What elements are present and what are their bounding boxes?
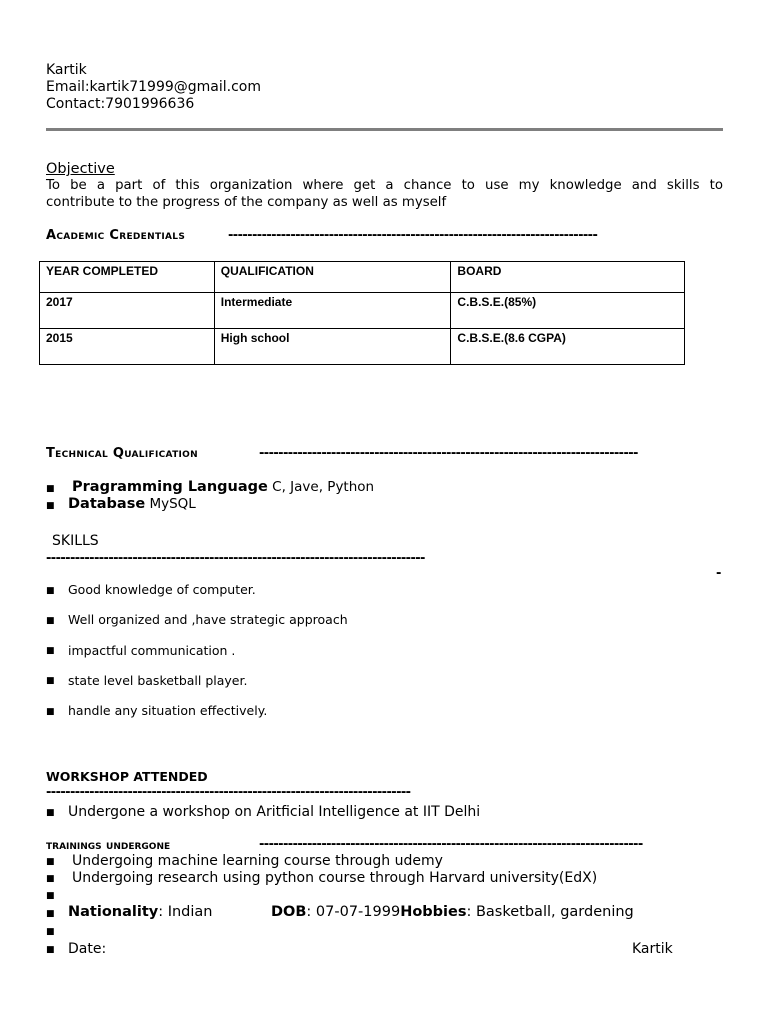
academic-title: Academic Credentials <box>46 228 186 243</box>
skills-title: SKILLS <box>52 533 99 549</box>
email-line: Email:kartik71999@gmail.com <box>46 79 262 95</box>
bullet-icon: ■ <box>46 586 55 596</box>
academic-dash-line: ----------------------------------------------------------------------------- <box>228 228 598 243</box>
table-cell: C.B.S.E.(85%) <box>451 293 685 329</box>
objective-text-line1: To be a part of this organization where get a chance to use my knowledge and skills to <box>46 178 723 193</box>
tech-item-database <box>68 496 196 512</box>
table-row <box>40 329 685 365</box>
tech-item-value: C, Jave, Python <box>267 479 375 495</box>
skills-dash-line: ------------------------------------------------------------------------------- <box>46 551 425 566</box>
signature: Kartik <box>632 941 673 957</box>
date-label: Date: <box>68 941 107 957</box>
training-item: Undergoing research using python course through Harvard university(EdX) <box>72 870 598 886</box>
candidate-name: Kartik <box>46 62 87 78</box>
workshop-dash-line: ---------------------------------------------------------------------------- <box>46 785 411 800</box>
dob-value: : 07-07-1999 <box>306 904 401 920</box>
bullet-icon: ■ <box>46 874 55 884</box>
col-header-qualification: QUALIFICATION <box>214 262 451 293</box>
technical-dash-line: ------------------------------------------------------------------------------- <box>259 446 638 461</box>
academic-table <box>39 261 685 365</box>
tech-item-label: Database <box>68 496 146 512</box>
objective-title: Objective <box>46 161 115 177</box>
table-header-row <box>40 262 685 293</box>
table-cell: Intermediate <box>214 293 451 329</box>
tech-item-programming <box>72 479 374 495</box>
bullet-icon: ■ <box>46 616 55 626</box>
table-row <box>40 293 685 329</box>
header-divider <box>46 128 723 131</box>
bullet-icon: ■ <box>46 676 55 686</box>
table-cell: C.B.S.E.(8.6 CGPA) <box>451 329 685 365</box>
skill-item: Well organized and ,have strategic approach <box>68 612 348 627</box>
bullet-icon: ■ <box>46 484 55 494</box>
nationality-field <box>68 904 213 920</box>
skill-item: handle any situation effectively. <box>68 703 268 718</box>
skill-item: Good knowledge of computer. <box>68 582 256 597</box>
bullet-icon: ■ <box>46 646 55 656</box>
bullet-icon: ■ <box>46 927 55 937</box>
dob-label: DOB <box>271 904 307 920</box>
technical-title: Technical Qualification <box>46 446 198 461</box>
bullet-icon: ■ <box>46 857 55 867</box>
skills-stray-dash: - <box>716 566 721 581</box>
nationality-value: : Indian <box>158 904 213 920</box>
table-cell: 2015 <box>40 329 215 365</box>
bullet-icon: ■ <box>46 501 55 511</box>
training-item: Undergoing machine learning course through udemy <box>72 853 443 869</box>
bullet-icon: ■ <box>46 945 55 955</box>
trainings-title: trainings undergone <box>46 837 171 852</box>
hobbies-label: Hobbies <box>400 904 467 920</box>
tech-item-value: MySQL <box>145 496 196 512</box>
skill-item: impactful communication . <box>68 643 236 658</box>
bullet-icon: ■ <box>46 891 55 901</box>
bullet-icon: ■ <box>46 808 55 818</box>
col-header-board: BOARD <box>451 262 685 293</box>
workshop-item: Undergone a workshop on Aritficial Intelligence at IIT Delhi <box>68 804 481 820</box>
trainings-dash-line: -------------------------------------------------------------------------------- <box>259 837 643 852</box>
table-cell: 2017 <box>40 293 215 329</box>
hobbies-value: : Basketball, gardening <box>466 904 634 920</box>
table-cell: High school <box>214 329 451 365</box>
bullet-icon: ■ <box>46 909 55 919</box>
skill-item: state level basketball player. <box>68 673 248 688</box>
tech-item-label: Pragramming Language <box>72 479 268 495</box>
bullet-icon: ■ <box>46 707 55 717</box>
workshop-title: WORKSHOP ATTENDED <box>46 769 208 784</box>
col-header-year: YEAR COMPLETED <box>40 262 215 293</box>
objective-text-line2: contribute to the progress of the company as well as myself <box>46 195 447 210</box>
contact-line: Contact:7901996636 <box>46 96 195 112</box>
nationality-label: Nationality <box>68 904 159 920</box>
dob-hobbies-field <box>271 904 634 920</box>
